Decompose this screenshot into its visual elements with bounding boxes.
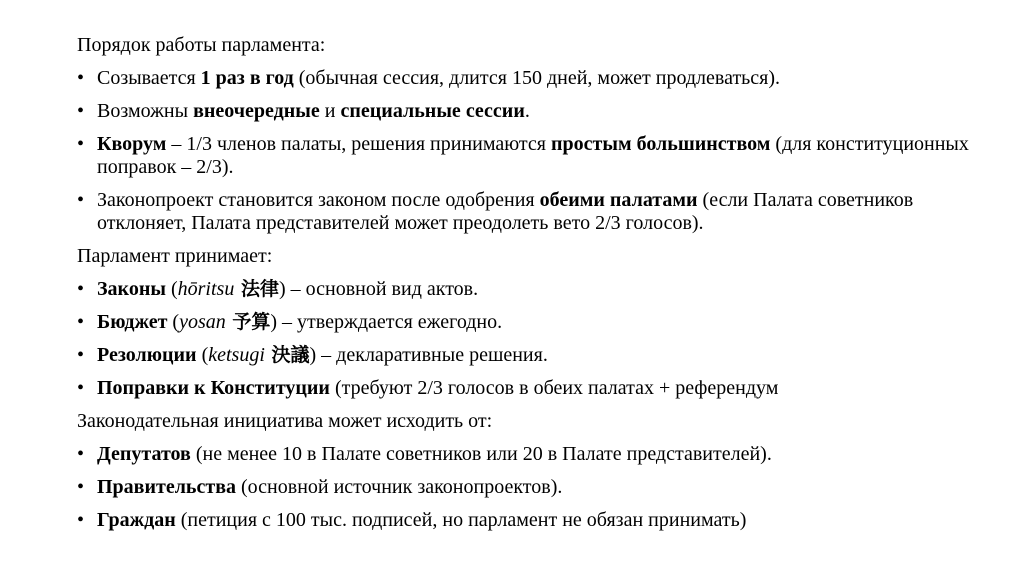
item-text: (требуют 2/3 голосов в обеих палатах + референдум (329, 377, 779, 399)
item-term: ketsugi (208, 344, 265, 366)
list-item-budget (77, 311, 984, 334)
item-text: Созывается (97, 67, 201, 89)
item-text: (петиция с 100 тыс. подписей, но парламент не обязан принимать) (175, 509, 747, 531)
item-emphasis: внеочередные (193, 100, 320, 122)
list-item-citizens (77, 509, 984, 532)
item-text: (если Палата советников отклоняет, Палата представителей может преодолеть вето 2/3 голосов). (97, 189, 914, 234)
section-heading-procedure: Порядок работы парламента: (77, 34, 326, 56)
bullet: • (77, 67, 85, 89)
item-emphasis: Депутатов (97, 443, 191, 465)
item-emphasis: Законы (97, 278, 166, 300)
section-heading-adopts: Парламент принимает: (77, 245, 273, 267)
item-emphasis: Правительства (97, 476, 237, 498)
item-emphasis: Резолюции (97, 344, 197, 366)
item-emphasis: Поправки к Конституции (97, 377, 330, 399)
item-kanji: 決議 (264, 344, 310, 366)
item-text: – 1/3 членов палаты, решения принимаются (166, 133, 551, 155)
bullet: • (77, 189, 85, 211)
bullet: • (77, 344, 85, 366)
item-emphasis: простым большинством (551, 133, 771, 155)
list-item-quorum (77, 133, 984, 179)
list-item-session (77, 67, 984, 90)
item-text: Возможны (97, 100, 194, 122)
bullet: • (77, 311, 85, 333)
list-item-bill-becomes-law (77, 189, 984, 235)
item-text: ( (165, 278, 178, 300)
bullet: • (77, 278, 85, 300)
section-heading-initiative: Законодательная инициатива может исходить от: (77, 410, 493, 432)
item-term: yosan (179, 311, 226, 333)
item-text: ) – декларативные решения. (309, 344, 548, 366)
item-emphasis: обеими палатами (539, 189, 698, 211)
item-text: Законопроект становится законом после одобрения (97, 189, 540, 211)
list-item-laws (77, 278, 984, 301)
item-emphasis: Граждан (97, 509, 176, 531)
bullet: • (77, 377, 85, 399)
item-text: (основной источник законопроектов). (236, 476, 563, 498)
item-term: hōritsu (177, 278, 235, 300)
item-emphasis: 1 раз в год (200, 67, 294, 89)
bullet: • (77, 509, 85, 531)
item-emphasis: Кворум (97, 133, 167, 155)
bullet: • (77, 133, 85, 155)
item-kanji: 予算 (225, 311, 271, 333)
item-emphasis: специальные сессии (340, 100, 525, 122)
item-text: ) – основной вид актов. (278, 278, 479, 300)
item-text: ( (167, 311, 180, 333)
item-kanji: 法律 (234, 278, 279, 300)
item-text: ( (196, 344, 209, 366)
item-text: . (524, 100, 530, 122)
list-item-amendments (77, 377, 984, 400)
list-item-deputies (77, 443, 984, 466)
bullet: • (77, 476, 85, 498)
item-text: (не менее 10 в Палате советников или 20 в Палате представителей). (190, 443, 772, 465)
item-text: (для конституционных поправок – 2/3). (97, 133, 969, 178)
list-item-extra-sessions (77, 100, 984, 123)
bullet: • (77, 100, 85, 122)
item-text: и (319, 100, 341, 122)
list-item-resolutions (77, 344, 984, 367)
item-text: ) – утверждается ежегодно. (270, 311, 503, 333)
list-item-government (77, 476, 984, 499)
bullet: • (77, 443, 85, 465)
item-emphasis: Бюджет (97, 311, 168, 333)
item-text: (обычная сессия, длится 150 дней, может продлеваться). (293, 67, 781, 89)
